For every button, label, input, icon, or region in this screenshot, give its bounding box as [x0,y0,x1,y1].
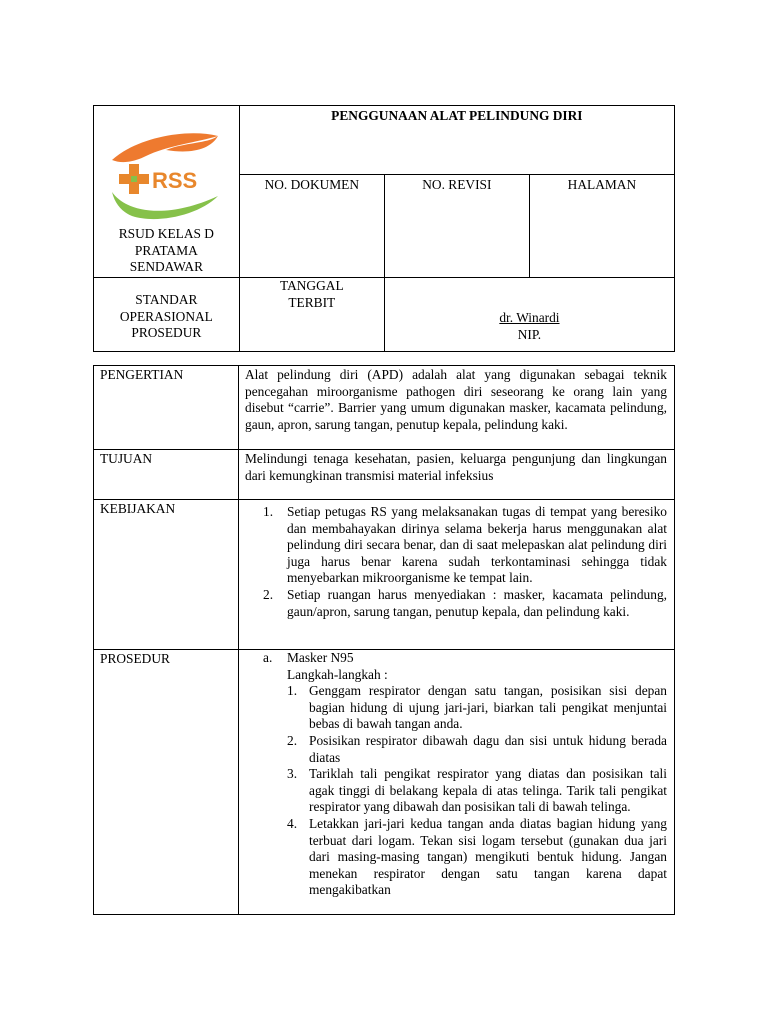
sop-line3: PROSEDUR [131,325,202,341]
hospital-name-line1: RSUD KELAS D [118,226,214,241]
row-pengertian [94,366,675,450]
prosedur-step [287,733,667,766]
document-title: PENGGUNAAN ALAT PELINDUNG DIRI [239,106,674,175]
prosedur-list [245,650,667,899]
signer-nip: NIP. [517,326,542,342]
tujuan-label: TUJUAN [94,450,239,500]
kebijakan-item-text: Setiap petugas RS yang melaksanakan tugas di tempat yang beresiko dan membahayakan dirinya selama bekerja harus menggunakan alat pelindung diri secara benar, dan di saat melepaskan alat pelindung diri juga harus benar karena sudah terkontaminasi sehingga tidak menyebarkan mikroorganisme ke tempat lain. [287,504,667,586]
sop-line2: OPERASIONAL [119,308,213,324]
row-kebijakan [94,500,675,650]
kebijakan-item-number: 1. [263,504,274,519]
kebijakan-item-number: 2. [263,586,274,602]
logo-cell [94,106,240,278]
pengertian-label: PENGERTIAN [94,366,239,450]
content-table [93,365,675,915]
prosedur-step-text: Letakkan jari-jari kedua tangan anda diatas bagian hidung yang terbuat dari logam. Tekan sisi logam tersebut (gunakan dua jari dari masing-masing tangan) mengikuti bentuk hidung. Jangan menekan respirator dengan satu tangan karena dapat mengakibatkan [309,815,667,898]
header-table [93,105,675,352]
prosedur-step [287,766,667,816]
logo-cross-icon [119,164,149,194]
tanggal-line2: TERBIT [288,294,336,310]
sop-cell [94,278,240,352]
logo-text: RSS [152,168,198,193]
kebijakan-list [245,504,667,620]
pengertian-text: Alat pelindung diri (APD) adalah alat yang digunakan sebagai teknik pencegahan miroorganisme pathogen diri seseorang ke orang lain yang disebut “carrie”. Barrier yang umum digunakan masker, kacamata pelindung, gaun, apron, sarung tangan, penutup kepala, pelindung kaki. [239,366,675,450]
prosedur-cell [239,650,675,915]
halaman-label: HALAMAN [529,175,674,278]
sop-line1: STANDAR [135,292,198,307]
prosedur-step-text: Posisikan respirator dibawah dagu dan sisi untuk hidung berada diatas [309,732,667,765]
prosedur-step-number: 1. [287,683,298,699]
hospital-name [94,226,239,276]
prosedur-step-number: 2. [287,732,298,748]
prosedur-item-title: Masker N95 [287,650,354,665]
prosedur-item [263,650,667,899]
kebijakan-item-text: Setiap ruangan harus menyediakan : masker, kacamata pelindung, gaun/apron, sarung tangan, penutup kepala, dan pelindung kaki. [287,586,667,619]
hospital-logo-icon [106,120,226,230]
tujuan-text: Melindungi tenaga kesehatan, pasien, keluarga pengunjung dan lingkungan dari kemungkinan transmisi material infeksius [239,450,675,500]
prosedur-steps-label: Langkah-langkah : [287,666,388,682]
kebijakan-item [263,504,667,587]
prosedur-steps [287,683,667,899]
signer-name: dr. Winardi [499,310,560,325]
hospital-name-line3: SENDAWAR [129,259,204,275]
kebijakan-item [263,587,667,620]
tanggal-line1: TANGGAL [279,278,344,293]
prosedur-step-text: Genggam respirator dengan satu tangan, posisikan sisi depan bagian hidung di ujung jari-jari, biarkan tali pengikat menjuntai bebas di bawah tangan anda. [309,683,667,732]
signature-cell [384,278,674,352]
no-revisi-label: NO. REVISI [384,175,529,278]
logo-green-swoosh [112,192,218,219]
prosedur-label: PROSEDUR [94,650,239,915]
prosedur-step [287,683,667,733]
prosedur-step-number: 3. [287,766,298,782]
row-prosedur [94,650,675,915]
prosedur-step [287,816,667,899]
tanggal-terbit-cell [239,278,384,352]
kebijakan-cell [239,500,675,650]
hospital-name-line2: PRATAMA [134,242,198,258]
kebijakan-label: KEBIJAKAN [94,500,239,650]
prosedur-step-number: 4. [287,815,298,831]
prosedur-item-letter: a. [263,650,273,665]
no-dokumen-label: NO. DOKUMEN [239,175,384,278]
prosedur-step-text: Tariklah tali pengikat respirator yang diatas dan posisikan tali agak tinggi di belakang kepala di atas telinga. Tarik tali pengikat respirator yang dibawah dan posisikan tali di bawah telinga. [309,766,667,815]
row-tujuan [94,450,675,500]
